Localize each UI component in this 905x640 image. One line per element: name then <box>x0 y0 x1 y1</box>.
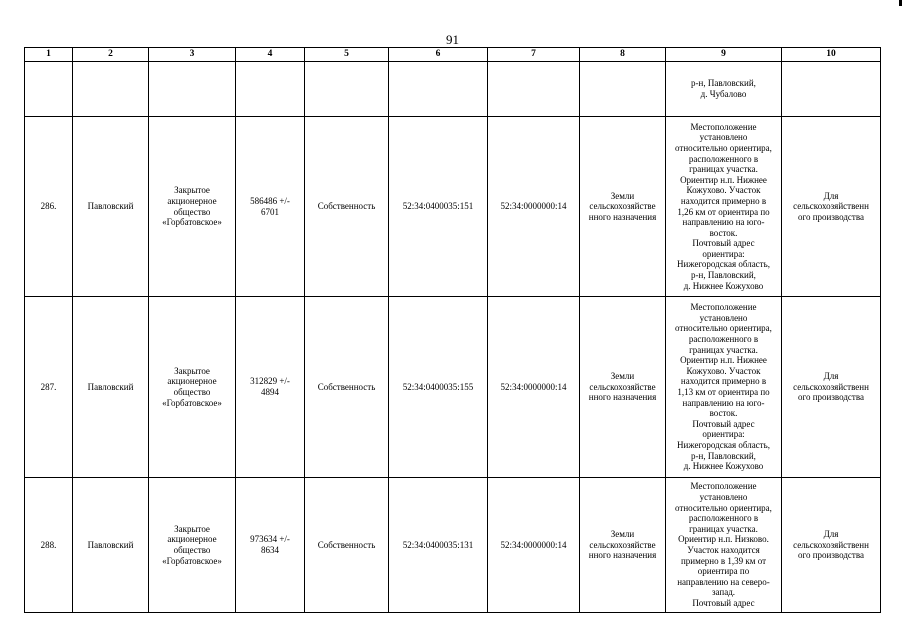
table-row <box>25 478 881 613</box>
right-type-cell: Собственность <box>305 478 389 613</box>
location-cell: р-н, Павловский, д. Чубалово <box>666 62 782 117</box>
owner-cell: Закрытое акционерное общество «Горбатовское» <box>149 297 236 478</box>
page-number: 91 <box>446 32 459 47</box>
cadastral-quarter-cell: 52:34:0000000:14 <box>488 478 580 613</box>
row-number: 286. <box>25 117 73 297</box>
land-register-table <box>24 47 881 613</box>
location-cell: Местоположение установлено относительно ориентира, расположенного в границах участка. Ориентир н.п. Нижнее Кожухово. Участок находится примерно в 1,13 км от ориентира по направлению на юго- восток. Почтовый адрес ориентира: Нижегородская область, р-н, Павловский, д. Нижнее Кожухово <box>666 297 782 478</box>
area-cell: 586486 +/- 6701 <box>236 117 305 297</box>
cadastral-number-cell: 52:34:0400035:155 <box>389 297 488 478</box>
row-number: 287. <box>25 297 73 478</box>
col-header: 6 <box>389 48 488 62</box>
table-row <box>25 117 881 297</box>
district-cell: Павловский <box>73 478 149 613</box>
owner-cell <box>149 62 236 117</box>
cadastral-number-cell: 52:34:0400035:131 <box>389 478 488 613</box>
row-number: 288. <box>25 478 73 613</box>
owner-cell: Закрытое акционерное общество «Горбатовское» <box>149 117 236 297</box>
district-cell: Павловский <box>73 117 149 297</box>
permitted-use-cell: Для сельскохозяйственн ого производства <box>782 297 881 478</box>
col-header: 4 <box>236 48 305 62</box>
district-cell: Павловский <box>73 297 149 478</box>
cadastral-number-cell <box>389 62 488 117</box>
permitted-use-cell: Для сельскохозяйственн ого производства <box>782 117 881 297</box>
right-type-cell <box>305 62 389 117</box>
permitted-use-cell: Для сельскохозяйственн ого производства <box>782 478 881 613</box>
right-type-cell: Собственность <box>305 297 389 478</box>
col-header: 5 <box>305 48 389 62</box>
col-header: 10 <box>782 48 881 62</box>
cadastral-quarter-cell: 52:34:0000000:14 <box>488 297 580 478</box>
area-cell: 312829 +/- 4894 <box>236 297 305 478</box>
owner-cell: Закрытое акционерное общество «Горбатовское» <box>149 478 236 613</box>
land-category-cell: Земли сельскохозяйстве нного назначения <box>580 478 666 613</box>
column-numbers-row <box>25 48 881 62</box>
location-cell: Местоположение установлено относительно ориентира, расположенного в границах участка. Ориентир н.п. Нижнее Кожухово. Участок находится примерно в 1,26 км от ориентира по направлению на юго- восток. Почтовый адрес ориентира: Нижегородская область, р-н, Павловский, д. Нижнее Кожухово <box>666 117 782 297</box>
area-cell <box>236 62 305 117</box>
table-row <box>25 297 881 478</box>
col-header: 2 <box>73 48 149 62</box>
permitted-use-cell <box>782 62 881 117</box>
district-cell <box>73 62 149 117</box>
scan-corner-mark <box>899 0 902 6</box>
cadastral-number-cell: 52:34:0400035:151 <box>389 117 488 297</box>
col-header: 1 <box>25 48 73 62</box>
col-header: 8 <box>580 48 666 62</box>
location-cell: Местоположение установлено относительно ориентира, расположенного в границах участка. Ориентир н.п. Низково. Участок находится примерно в 1,39 км от ориентира по направлению на северо- запад. Почтовый адрес <box>666 478 782 613</box>
cadastral-quarter-cell <box>488 62 580 117</box>
col-header: 9 <box>666 48 782 62</box>
col-header: 3 <box>149 48 236 62</box>
area-cell: 973634 +/- 8634 <box>236 478 305 613</box>
right-type-cell: Собственность <box>305 117 389 297</box>
row-number <box>25 62 73 117</box>
land-category-cell: Земли сельскохозяйстве нного назначения <box>580 297 666 478</box>
col-header: 7 <box>488 48 580 62</box>
table-row <box>25 62 881 117</box>
land-category-cell: Земли сельскохозяйстве нного назначения <box>580 117 666 297</box>
land-category-cell <box>580 62 666 117</box>
cadastral-quarter-cell: 52:34:0000000:14 <box>488 117 580 297</box>
